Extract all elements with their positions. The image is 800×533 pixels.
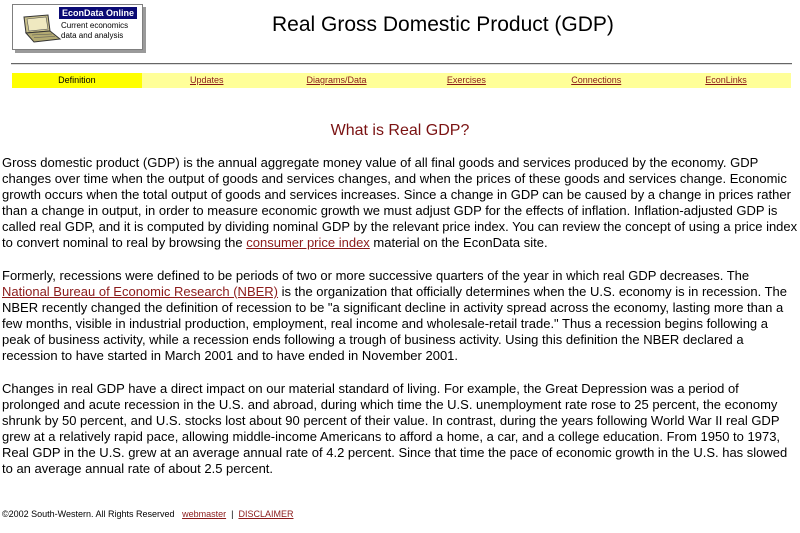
paragraph-text: material on the EconData site. xyxy=(369,235,548,250)
copyright-text: ©2002 South-Western. All Rights Reserved xyxy=(2,509,175,519)
paragraph-definition xyxy=(2,155,798,251)
nav-item-econlinks[interactable]: EconLinks xyxy=(705,75,747,85)
consumer-price-index-link[interactable]: consumer price index xyxy=(246,235,370,250)
webmaster-link[interactable]: webmaster xyxy=(182,509,227,519)
paragraph-text: is the organization that officially determines when the U.S. economy is in recession. The NBER recently changed the definition of recession to be "a significant decline in activity spread across the economy, lasting more than a few months, visible in industrial production, employment, real income and wholesale-retail trade." Thus a recession begins following a peak of business activity, while a recession ends following a trough of business activity. Using this definition the NBER declared a recession to have started in March 2001 and to have ended in November 2001. xyxy=(2,284,787,363)
nav-item-diagrams-data[interactable]: Diagrams/Data xyxy=(306,75,367,85)
nav-item-updates[interactable]: Updates xyxy=(189,75,224,85)
page-title: Real Gross Domestic Product (GDP) xyxy=(272,13,614,36)
paragraph-text: Formerly, recessions were defined to be periods of two or more successive quarters of the year in which real GDP decreases. The xyxy=(2,268,750,283)
nav-item-exercises[interactable]: Exercises xyxy=(446,75,486,85)
footer-separator: | xyxy=(231,509,234,519)
nav-bar xyxy=(12,73,791,88)
nav-item-connections[interactable]: Connections xyxy=(571,75,622,85)
article-body xyxy=(2,155,798,494)
footer xyxy=(2,509,293,519)
paragraph-text: Gross domestic product (GDP) is the annual aggregate money value of all final goods and services produced by the economy. GDP changes over time when the output of goods and services changes, and when the prices of these goods and services change. Economic growth occurs when the total output of goods and services increases. Since a change in GDP can be caused by a change in prices rather than a change in output, in order to measure economic growth we must adjust GDP for the effects of inflation. Inflation-adjusted GDP is called real GDP, and it is computed by dividing nominal GDP by the relevant price index. You can review the concept of using a price index to convert nominal to real by browsing the xyxy=(2,155,798,250)
econdata-logo[interactable] xyxy=(12,4,143,50)
nav-item-definition[interactable]: Definition xyxy=(12,73,142,88)
logo-title: EconData Online xyxy=(59,7,137,19)
disclaimer-link[interactable]: DISCLAIMER xyxy=(238,509,294,519)
section-heading: What is Real GDP? xyxy=(330,122,470,139)
logo-subtitle: Current economics data and analysis xyxy=(61,21,129,40)
header-divider xyxy=(11,63,792,65)
paragraph-living-standards: Changes in real GDP have a direct impact on our material standard of living. For example, the Great Depression was a period of prolonged and acute recession in the U.S. and abroad, during which time the U.S. unemployment rate rose to 25 percent, the economy shrunk by 50 percent, and U.S. stocks lost about 90 percent of their value. In contrast, during the years following World War II real GDP grew at a relatively rapid pace, allowing middle-income Americans to afford a home, a car, and a college education. From 1950 to 1973, Real GDP in the U.S. grew at an average annual rate of 4.2 percent. Since that time the pace of economic growth in the U.S. has slowed to an average annual rate of about 2.5 percent. xyxy=(2,381,788,476)
nber-link[interactable]: National Bureau of Economic Research (NBER) xyxy=(2,284,279,299)
paragraph-recessions xyxy=(2,268,798,364)
